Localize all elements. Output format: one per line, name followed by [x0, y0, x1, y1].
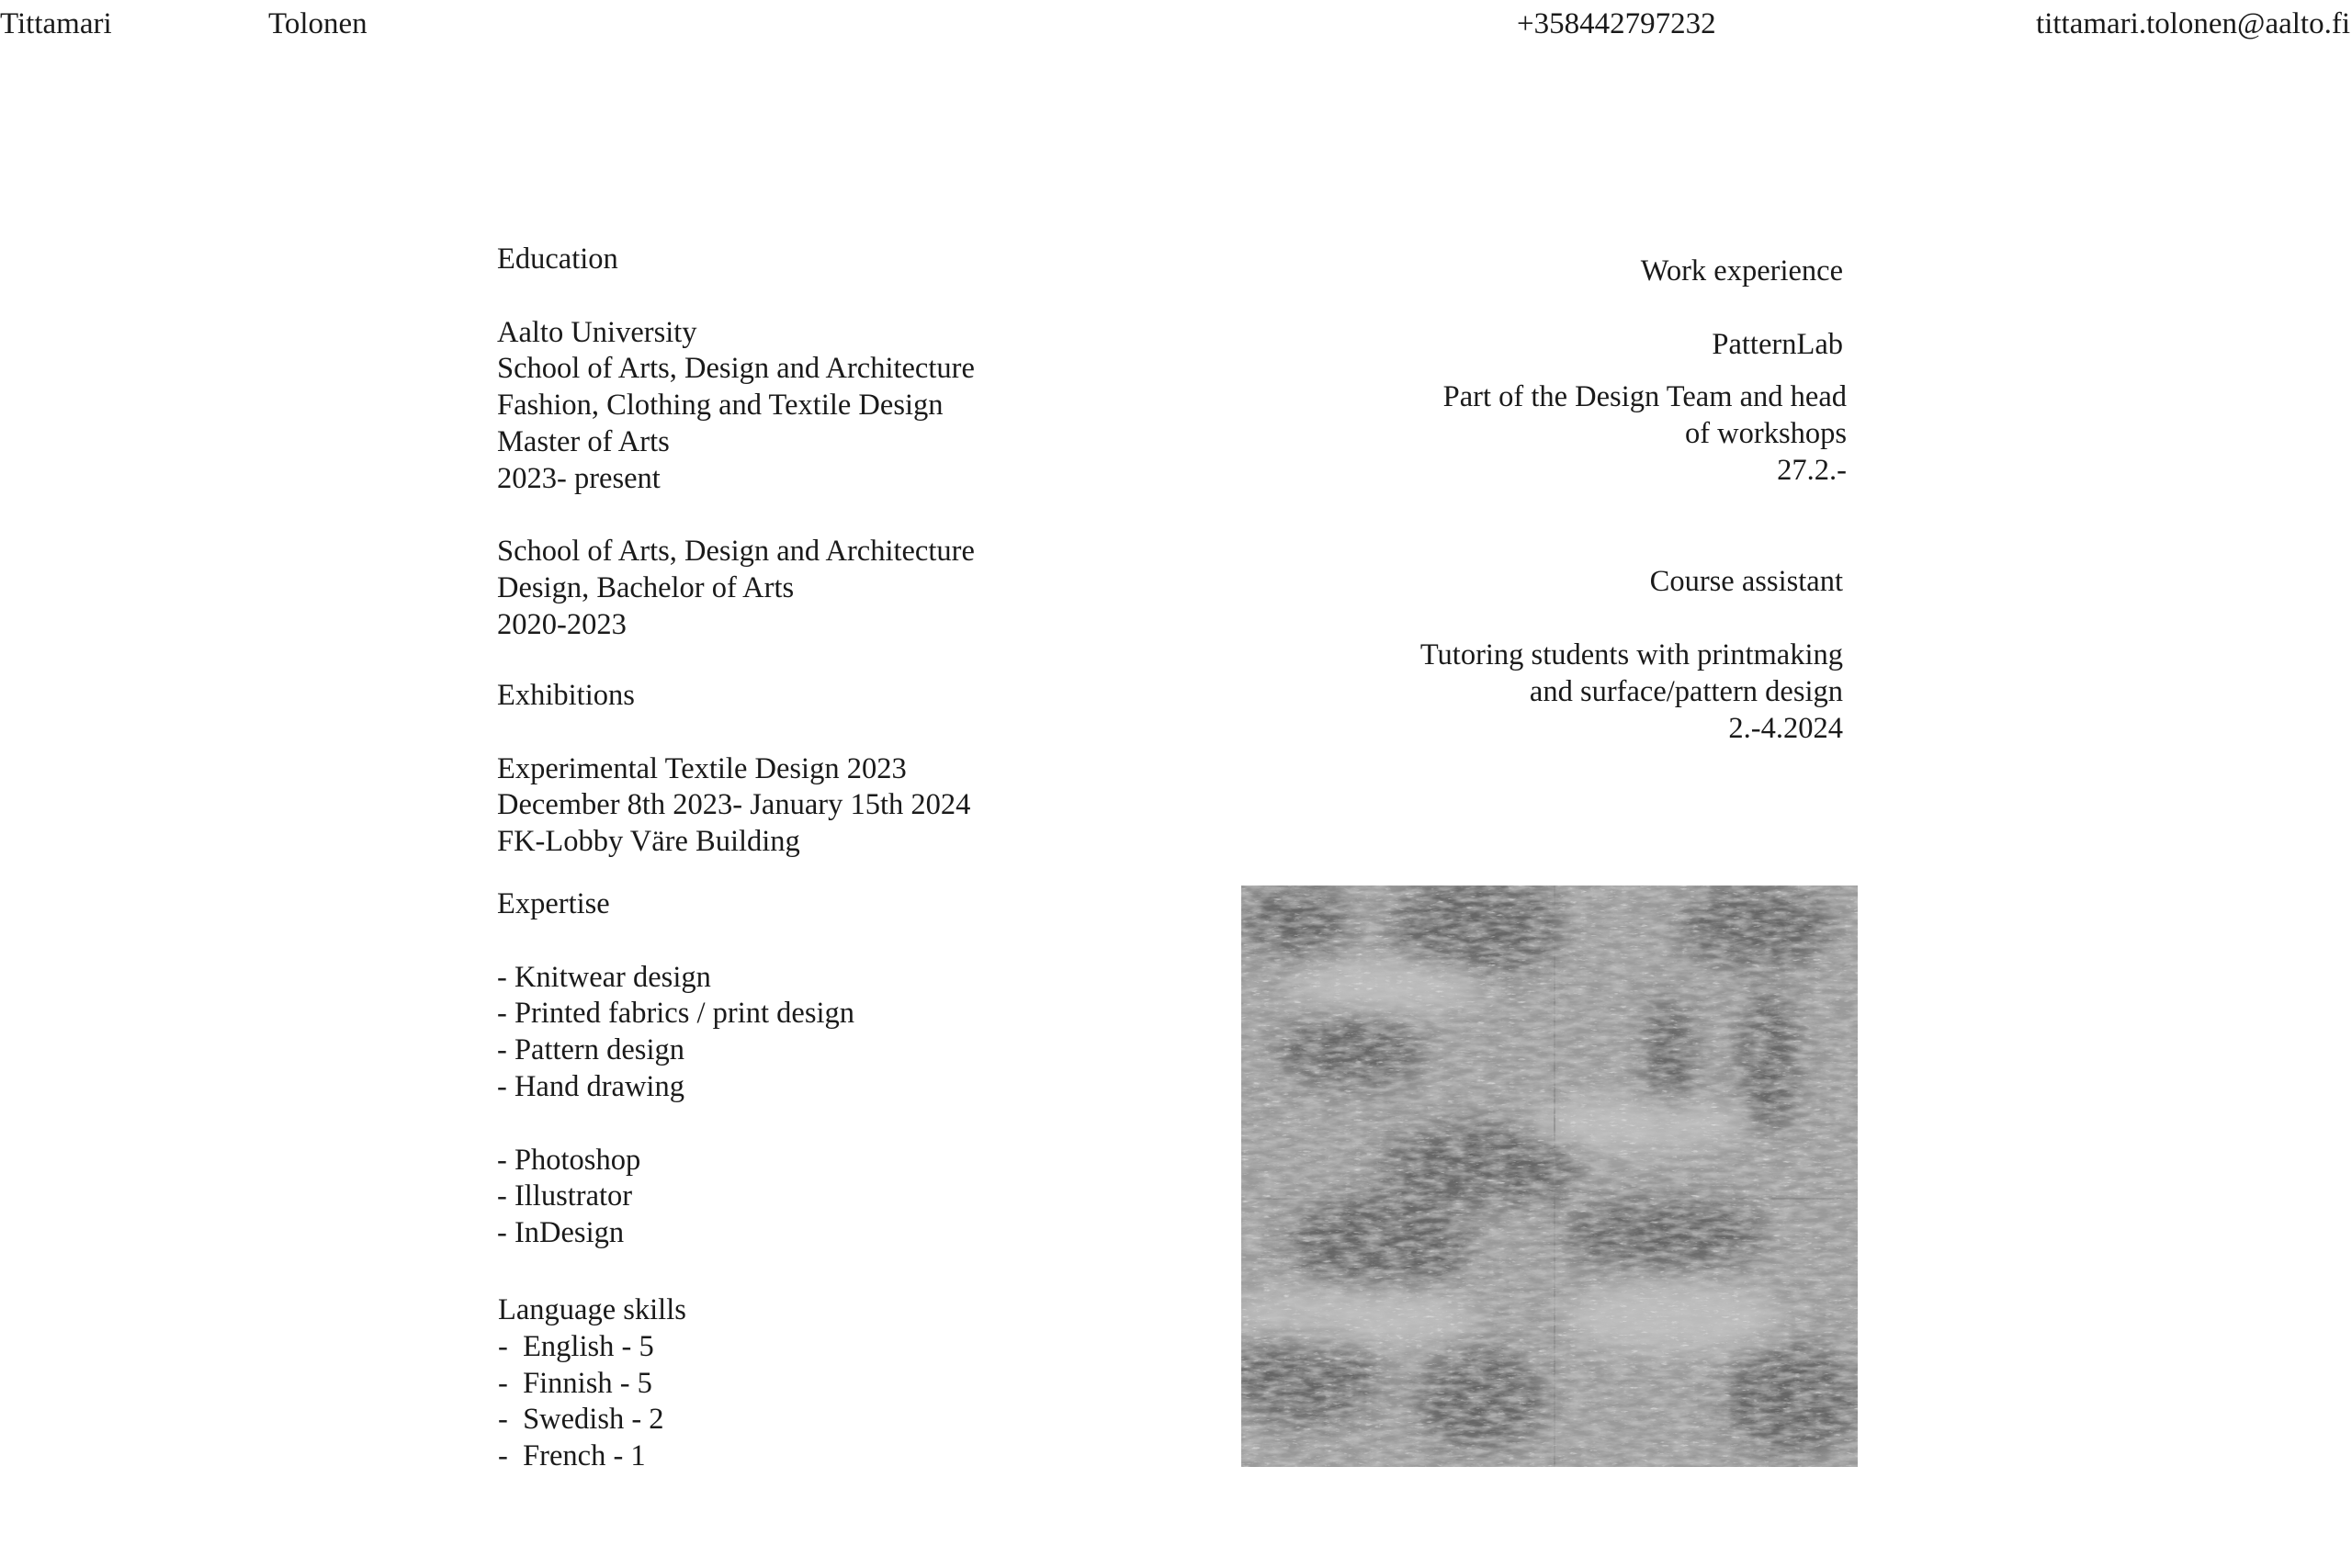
education-section [497, 242, 975, 644]
education-title: Education [497, 243, 618, 276]
job2-description-line1: Tutoring students with printmaking [1419, 638, 1843, 671]
first-name: Tittamari [0, 7, 112, 40]
bachelors-degree: Design, Bachelor of Arts [497, 571, 795, 605]
masters-school: School of Arts, Design and Architecture [497, 352, 975, 386]
masters-degree: Master of Arts [497, 424, 670, 458]
exhibitions-title: Exhibitions [497, 679, 635, 712]
expertise-section [497, 886, 854, 1252]
job2-role: Course assistant [1649, 565, 1843, 598]
expertise-title: Expertise [497, 887, 610, 920]
job1-description-line2: of workshops [1684, 416, 1847, 450]
last-name: Tolonen [268, 7, 368, 40]
job2-dates: 2.-4.2024 [1728, 711, 1843, 745]
job2-description-line2: and surface/pattern design [1529, 674, 1843, 708]
masters-university: Aalto University [497, 315, 697, 349]
masters-programme: Fashion, Clothing and Textile Design [497, 389, 944, 423]
job1-employer: PatternLab [1712, 328, 1843, 361]
expertise-item: - Pattern design [497, 1033, 684, 1067]
job1-dates: 27.2.- [1777, 453, 1847, 487]
email-address: tittamari.tolonen@aalto.fi [2036, 7, 2350, 40]
language-item: - English - 5 [498, 1329, 654, 1363]
phone-number: +358442797232 [1517, 7, 1716, 40]
textile-artwork-image [1241, 886, 1858, 1467]
language-item: - French - 1 [498, 1439, 646, 1473]
software-item: - Photoshop [497, 1143, 641, 1177]
software-item: - Illustrator [497, 1179, 633, 1213]
work-experience-title: Work experience [1640, 254, 1843, 288]
job1-details [1443, 379, 1847, 489]
exhibition-venue: FK-Lobby Väre Building [497, 825, 800, 859]
masters-years: 2023- present [497, 461, 661, 495]
expertise-item: - Hand drawing [497, 1069, 684, 1103]
bachelors-school: School of Arts, Design and Architecture [497, 535, 975, 569]
bachelors-years: 2020-2023 [497, 607, 627, 641]
exhibition-dates: December 8th 2023- January 15th 2024 [497, 788, 971, 822]
job1-description-line1: Part of the Design Team and head [1442, 380, 1847, 413]
exhibitions-section [497, 678, 970, 861]
expertise-item: - Printed fabrics / print design [497, 997, 855, 1031]
software-item: - InDesign [497, 1216, 625, 1250]
languages-section [498, 1292, 686, 1475]
language-item: - Finnish - 5 [498, 1366, 652, 1400]
exhibition-name: Experimental Textile Design 2023 [497, 751, 907, 785]
expertise-item: - Knitwear design [497, 960, 711, 994]
job2-details [1420, 637, 1843, 747]
language-item: - Swedish - 2 [498, 1403, 664, 1437]
languages-title: Language skills [498, 1293, 686, 1326]
